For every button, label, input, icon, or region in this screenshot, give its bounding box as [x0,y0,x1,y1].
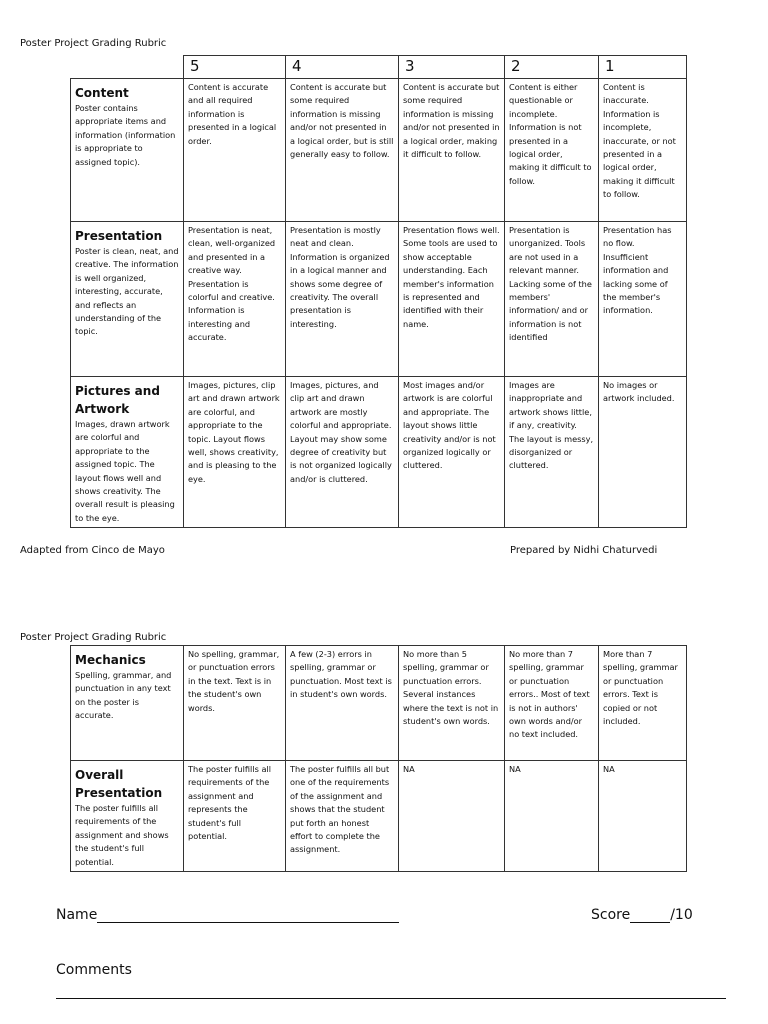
criterion-title: Overall Presentation [75,768,163,800]
score-total: /10 [670,907,693,923]
criterion-row-presentation [71,222,687,377]
rubric-cell: Most images and/or artwork is are colorful and appropriate. The layout shows little creativity and/or is not organized logically or cluttered. [399,377,505,528]
criterion-row-pictures [71,377,687,528]
criterion-title: Pictures and Artwork [75,384,160,416]
name-blank[interactable] [97,908,399,923]
rubric-cell: Content is accurate and all required information is presented in a logical order. [184,79,286,222]
score-label: Score [591,907,631,923]
criterion-description: Images, drawn artwork are colorful and appropriate to the assigned topic. The layout flows well and shows creativity. The overall result is pleasing to the eye. [75,419,175,523]
adapted-from-note: Adapted from Cinco de Mayo [20,545,165,556]
criterion-row-overall-presentation [71,761,687,872]
rubric-cell: NA [599,761,687,872]
score-blank[interactable] [630,908,670,923]
rubric-cell: More than 7 spelling, grammar or punctuation errors. Text is copied or not included. [599,646,687,761]
name-label: Name [56,907,98,923]
rubric-cell: Content is either questionable or incomplete. Information is not presented in a logical order, making it difficult to follow. [505,79,599,222]
name-line [56,907,399,923]
score-3-header: 3 [399,56,505,79]
criterion-description: The poster fulfills all requirements of the assignment and shows the student's full potential. [75,803,169,867]
comments-blank[interactable] [56,998,726,999]
criterion-title: Mechanics [75,653,146,667]
rubric-cell: NA [505,761,599,872]
criterion-description: Spelling, grammar, and punctuation in any text on the poster is accurate. [75,670,172,721]
prepared-by-note: Prepared by Nidhi Chaturvedi [510,545,658,556]
rubric-cell: Presentation has no flow. Insufficient information and lacking some of the member's information. [599,222,687,377]
score-5-header: 5 [184,56,286,79]
page-header: Poster Project Grading Rubric [20,632,167,643]
comments-label: Comments [56,962,132,978]
criterion-cell [71,79,184,222]
rubric-cell: Content is accurate but some required information is missing and/or not presented in a logical order, but is still generally easy to follow. [286,79,399,222]
score-4-header: 4 [286,56,399,79]
criterion-cell [71,646,184,761]
page-header: Poster Project Grading Rubric [20,38,167,49]
score-header-row [71,56,687,79]
rubric-cell: Presentation flows well. Some tools are used to show acceptable understanding. Each member's information is represented and identified with their name. [399,222,505,377]
rubric-cell: No spelling, grammar, or punctuation errors in the text. Text is in the student's own words. [184,646,286,761]
rubric-cell: No images or artwork included. [599,377,687,528]
criterion-row-mechanics [71,646,687,761]
rubric-cell: A few (2-3) errors in spelling, grammar or punctuation. Most text is in student's own words. [286,646,399,761]
criterion-title: Presentation [75,229,163,243]
rubric-cell: The poster fulfills all but one of the requirements of the assignment and shows that the student put forth an honest effort to complete the assignment. [286,761,399,872]
criterion-cell [71,377,184,528]
rubric-cell: Presentation is unorganized. Tools are not used in a relevant manner. Lacking some of the members' information/ and or information is not identified [505,222,599,377]
score-2-header: 2 [505,56,599,79]
criterion-cell [71,222,184,377]
criterion-description: Poster contains appropriate items and information (information is appropriate to assigned topic). [75,103,176,167]
rubric-cell: Images, pictures, clip art and drawn artwork are colorful, and appropriate to the topic. Layout flows well, shows creativity, and is pleasing to the eye. [184,377,286,528]
rubric-cell: Presentation is mostly neat and clean. Information is organized in a logical manner and shows some degree of creativity. The overall presentation is interesting. [286,222,399,377]
rubric-cell: Images are inappropriate and artwork shows little, if any, creativity. The layout is messy, disorganized or cluttered. [505,377,599,528]
rubric-table-1 [70,55,687,528]
rubric-cell: No more than 5 spelling, grammar or punctuation errors. Several instances where the text is not in student's own words. [399,646,505,761]
rubric-cell: Images, pictures, and clip art and drawn artwork are mostly colorful and appropriate. Layout may show some degree of creativity but is not organized logically and/or is cluttered. [286,377,399,528]
rubric-table-2 [70,645,687,872]
score-line [591,907,693,923]
criterion-description: Poster is clean, neat, and creative. The information is well organized, interesting, accurate, and reflects an understanding of the topic. [75,246,179,337]
blank-header-cell [71,56,184,79]
criterion-row-content [71,79,687,222]
rubric-cell: The poster fulfills all requirements of the assignment and represents the student's full potential. [184,761,286,872]
rubric-cell: Presentation is neat, clean, well-organized and presented in a creative way. Presentation is colorful and creative. Information is interesting and accurate. [184,222,286,377]
rubric-cell: NA [399,761,505,872]
criterion-title: Content [75,86,129,100]
rubric-cell: Content is inaccurate. Information is incomplete, inaccurate, or not presented in a logical order, making it difficult to follow. [599,79,687,222]
rubric-cell: Content is accurate but some required information is missing and/or not presented in a logical order, making it difficult to follow. [399,79,505,222]
score-1-header: 1 [599,56,687,79]
rubric-cell: No more than 7 spelling, grammar or punctuation errors.. Most of text is not in authors' own words and/or no text included. [505,646,599,761]
criterion-cell [71,761,184,872]
